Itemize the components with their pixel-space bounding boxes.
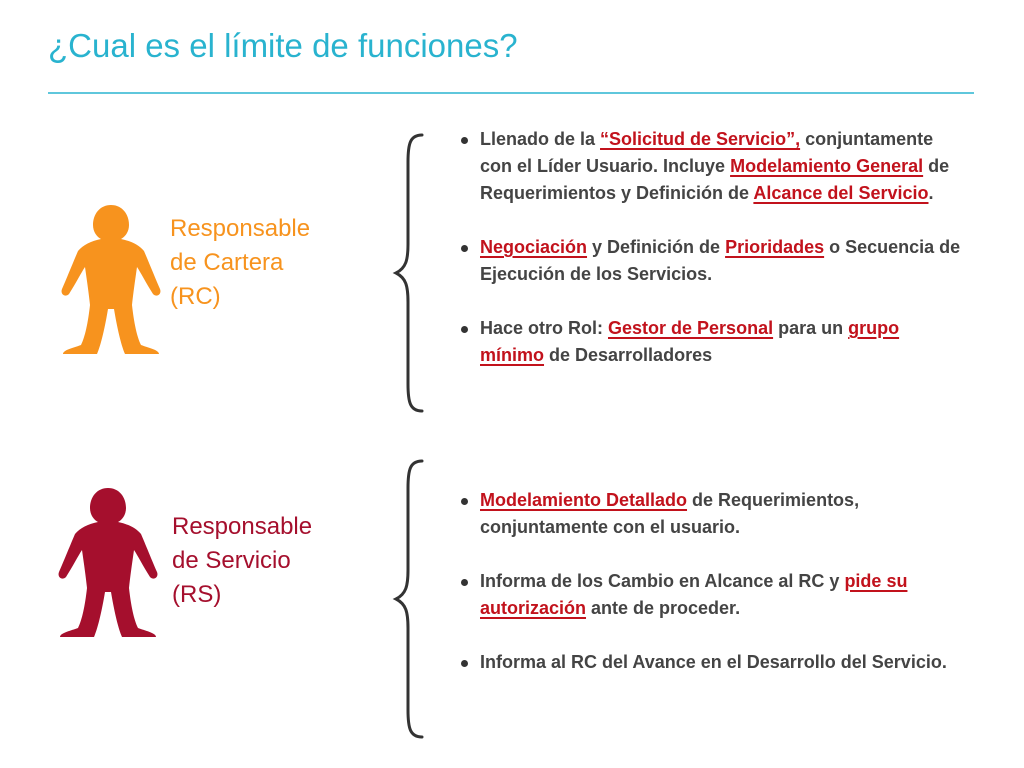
bullet-text (480, 129, 949, 203)
highlighted-term: Modelamiento Detallado (480, 490, 688, 510)
bullet-text-segment: o Secuencia de Ejecución de los Servicios. (480, 237, 961, 284)
bullet-item (455, 568, 965, 622)
highlighted-term: “Solicitud de Servicio”, (600, 129, 801, 149)
bullet-text-segment: Hace otro Rol: (480, 318, 609, 338)
bullet-dot (461, 660, 468, 667)
bullet-text-segment: para un (773, 318, 849, 338)
bullet-item (455, 649, 965, 676)
title-underline (48, 92, 974, 94)
bullet-text-segment: de Requerimientos y Definición de (480, 156, 950, 203)
bullet-text-segment: ante de proceder. (586, 598, 741, 618)
bullet-text-segment: de Requerimientos, conjuntamente con el usuario. (480, 490, 860, 537)
bullet-list-rc (455, 126, 965, 369)
slide-title: ¿Cual es el límite de funciones? (48, 27, 518, 64)
bullet-text-segment: Llenado de la (480, 129, 601, 149)
role-label-line: Responsable (172, 513, 313, 540)
highlighted-term: Alcance del Servicio (753, 183, 929, 203)
person-silhouette-rs (59, 488, 158, 637)
highlighted-term: Gestor de Personal (608, 318, 774, 338)
bullet-item (455, 487, 965, 541)
curly-brace-rc (392, 132, 426, 414)
bullet-text (480, 318, 899, 365)
bullet-item (455, 234, 965, 288)
person-icon-rs (58, 485, 158, 641)
role-label-rc (170, 212, 310, 314)
role-label-line: (RC) (170, 283, 221, 310)
highlighted-term: Modelamiento General (730, 156, 924, 176)
role-label-line: (RS) (172, 581, 222, 608)
bullet-item (455, 315, 965, 369)
role-label-line: de Cartera (170, 249, 284, 276)
role-label-line: Responsable (170, 215, 311, 242)
bullet-text (480, 571, 907, 618)
bullet-dot (461, 326, 468, 333)
highlighted-term: grupo mínimo (480, 318, 900, 365)
highlighted-term: pide su autorización (480, 571, 908, 618)
role-label-line: de Servicio (172, 547, 291, 574)
bullet-text (480, 490, 859, 537)
bullet-text-segment: Informa de los Cambio en Alcance al RC y (480, 571, 845, 591)
highlighted-term: Negociación (480, 237, 588, 257)
role-label-rs (172, 510, 312, 612)
person-icon-rc (58, 205, 164, 355)
bullet-dot (461, 245, 468, 252)
bullet-dot (461, 498, 468, 505)
bullet-item (455, 126, 965, 207)
bullet-dot (461, 137, 468, 144)
bullet-dot (461, 579, 468, 586)
person-silhouette-rc (62, 205, 161, 354)
bullet-text-segment: y Definición de (587, 237, 726, 257)
bullet-text (480, 237, 960, 284)
bullet-list-rs (455, 487, 965, 676)
highlighted-term: Prioridades (725, 237, 825, 257)
bullet-text-segment: . (928, 183, 934, 203)
curly-brace-rs (392, 458, 426, 740)
bullet-text (480, 652, 947, 672)
bullet-text-segment: Informa al RC del Avance en el Desarrollo del Servicio. (480, 652, 947, 672)
bullet-text-segment: conjuntamente con el Líder Usuario. Incluye (480, 129, 934, 176)
bullet-text-segment: de Desarrolladores (544, 345, 713, 365)
